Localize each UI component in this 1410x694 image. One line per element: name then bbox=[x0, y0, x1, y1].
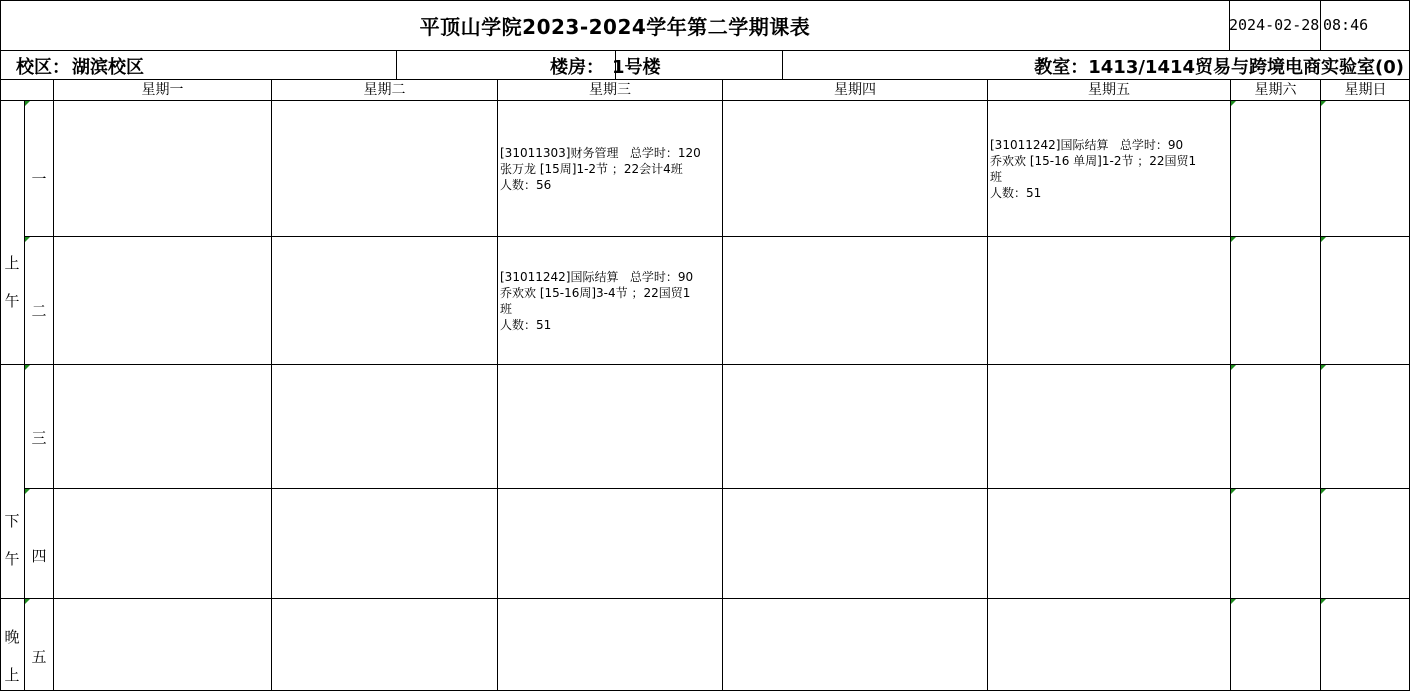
schedule-title: 平顶山学院2023-2024学年第二学期课表 bbox=[419, 14, 811, 39]
grid-line bbox=[0, 364, 1410, 365]
course-entry-fri-period1: [31011242]国际结算 总学时：90 乔欢欢 [15-16 单周]1-2节 ；22国贸1 班 人数：51 bbox=[990, 138, 1197, 200]
comment-marker bbox=[25, 237, 30, 242]
session-afternoon: 下 午 bbox=[4, 512, 20, 568]
grid-line bbox=[0, 50, 1410, 51]
campus-label: 校区： bbox=[16, 56, 70, 78]
period-label-5: 五 bbox=[31, 648, 47, 666]
campus-value: 湖滨校区 bbox=[72, 56, 144, 78]
session-morning: 上 午 bbox=[4, 254, 20, 310]
day-header-thu: 星期四 bbox=[834, 82, 876, 98]
comment-marker bbox=[1231, 365, 1236, 370]
grid-line bbox=[271, 79, 272, 691]
period-label-3: 三 bbox=[31, 429, 47, 447]
day-header-tue: 星期二 bbox=[363, 82, 406, 98]
comment-marker bbox=[1231, 599, 1236, 604]
grid-line bbox=[0, 0, 1, 691]
comment-marker bbox=[1231, 237, 1236, 242]
period-label-2: 二 bbox=[31, 302, 47, 320]
day-header-fri: 星期五 bbox=[1088, 82, 1130, 98]
day-header-sat: 星期六 bbox=[1254, 82, 1297, 98]
comment-marker bbox=[1321, 599, 1326, 604]
classroom-value: 1413/1414贸易与跨境电商实验室(0) bbox=[1088, 56, 1404, 78]
period-label-4: 四 bbox=[31, 547, 47, 565]
comment-marker bbox=[1321, 101, 1326, 106]
grid-line bbox=[0, 598, 1410, 599]
comment-marker bbox=[25, 489, 30, 494]
grid-line bbox=[396, 50, 397, 80]
building-label: 楼房： bbox=[550, 56, 604, 78]
grid-line bbox=[987, 79, 988, 691]
comment-marker bbox=[25, 101, 30, 106]
grid-line bbox=[53, 79, 54, 691]
print-time: 08:46 bbox=[1323, 16, 1369, 34]
course-entry-wed-period2: [31011242]国际结算 总学时：90 乔欢欢 [15-16周]3-4节 ；22国贸1 班 人数：51 bbox=[500, 270, 694, 332]
grid-line bbox=[0, 0, 1410, 1]
comment-marker bbox=[1231, 489, 1236, 494]
course-entry-wed-period1: [31011303]财务管理 总学时：120 张万龙 [15周]1-2节 ；22会计4班 人数：56 bbox=[500, 146, 701, 192]
day-header-mon: 星期一 bbox=[141, 82, 184, 98]
grid-line bbox=[24, 488, 1410, 489]
grid-line bbox=[0, 79, 1410, 80]
grid-line bbox=[1229, 0, 1230, 50]
period-label-1: 一 bbox=[31, 170, 47, 188]
building-value: 1号楼 bbox=[612, 56, 661, 78]
building-info bbox=[550, 51, 661, 80]
page-title bbox=[0, 0, 1230, 50]
print-date: 2024-02-28 bbox=[1229, 16, 1320, 34]
day-header-sun: 星期日 bbox=[1344, 82, 1387, 98]
comment-marker bbox=[1321, 365, 1326, 370]
grid-line bbox=[615, 50, 616, 80]
grid-line bbox=[1320, 0, 1321, 50]
grid-line bbox=[24, 236, 1410, 237]
comment-marker bbox=[1321, 489, 1326, 494]
comment-marker bbox=[25, 599, 30, 604]
comment-marker bbox=[25, 365, 30, 370]
grid-line bbox=[722, 79, 723, 691]
grid-line bbox=[0, 690, 1410, 691]
comment-marker bbox=[1321, 237, 1326, 242]
campus-info bbox=[16, 51, 144, 80]
grid-line bbox=[0, 100, 1410, 101]
comment-marker bbox=[1231, 101, 1236, 106]
classroom-info bbox=[1034, 51, 1404, 80]
classroom-label: 教室： bbox=[1034, 56, 1089, 78]
session-evening: 晚 上 bbox=[4, 628, 20, 684]
grid-line bbox=[497, 79, 498, 691]
grid-line bbox=[782, 50, 783, 80]
day-header-wed: 星期三 bbox=[589, 82, 631, 98]
